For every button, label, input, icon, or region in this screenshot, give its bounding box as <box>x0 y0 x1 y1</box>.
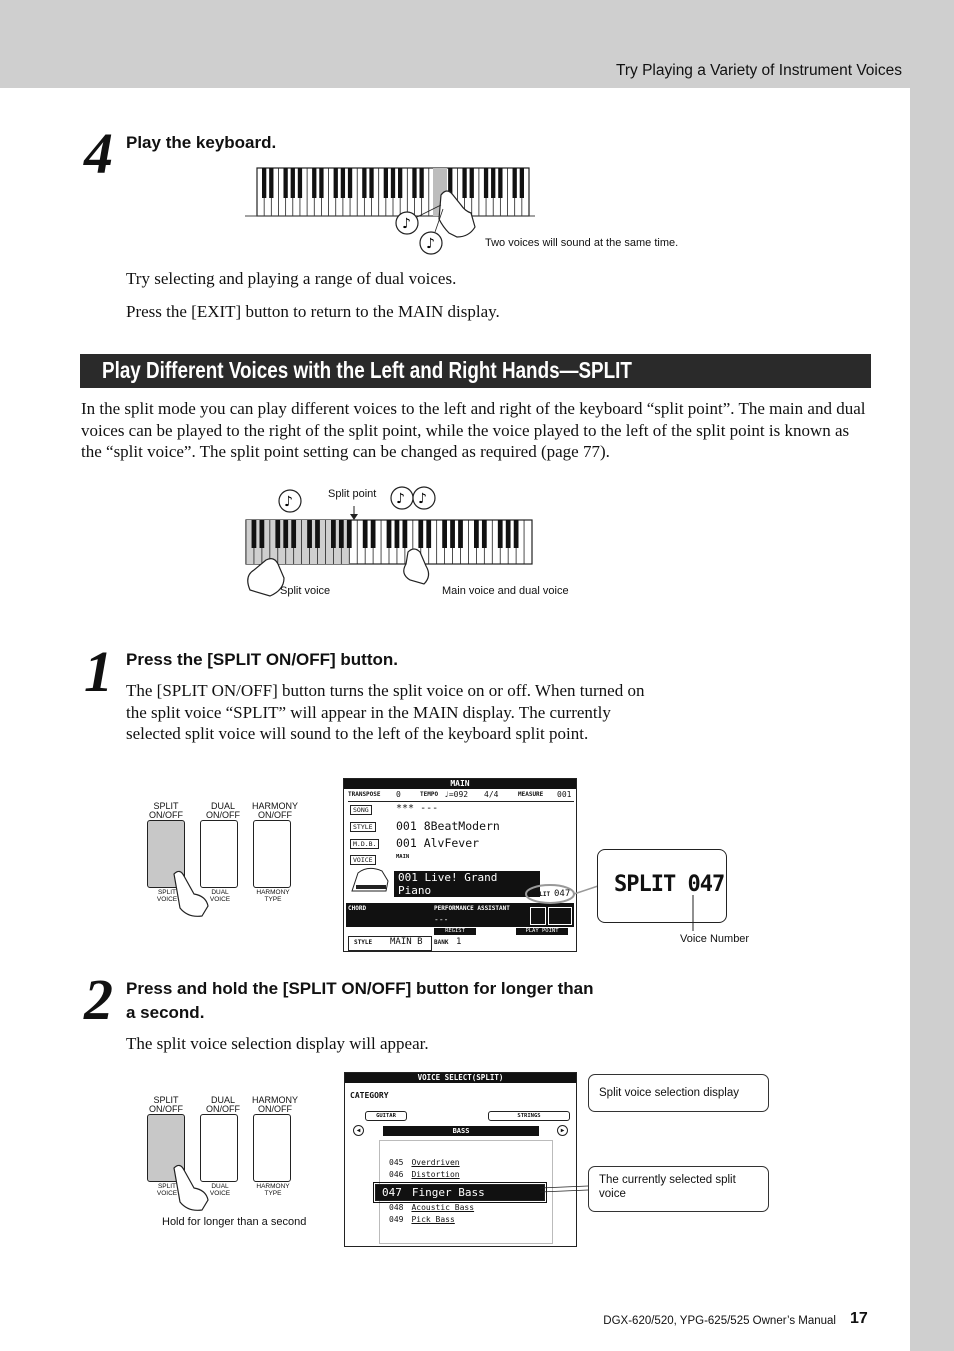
black-key <box>395 520 400 548</box>
svg-text:♪: ♪ <box>418 491 427 507</box>
black-key <box>307 520 312 548</box>
black-key <box>371 520 376 548</box>
harmony-type-sublabel: HARMONY TYPE <box>256 889 290 903</box>
black-key <box>262 168 266 198</box>
section-banner <box>80 354 871 388</box>
voice-name: Pick Bass <box>411 1215 455 1224</box>
category-label: CATEGORY <box>350 1091 389 1100</box>
voice-item[interactable] <box>389 1170 460 1179</box>
split-button-label: SPLIT ON/OFF <box>149 801 183 820</box>
button-panel <box>140 800 310 910</box>
black-key <box>462 168 466 198</box>
black-key <box>384 168 388 198</box>
button-panel <box>140 1094 310 1204</box>
black-key <box>513 168 517 198</box>
black-key <box>498 520 503 548</box>
black-key <box>283 520 288 548</box>
black-key <box>419 168 423 198</box>
black-key <box>514 520 519 548</box>
split-voice-sublabel: SPLIT VOICE <box>156 889 178 903</box>
black-key <box>498 168 502 198</box>
main-dual-label: Main voice and dual voice <box>442 585 569 597</box>
grand-piano-icon <box>350 865 390 895</box>
leader-line <box>540 1180 590 1200</box>
next-category-icon[interactable]: ▶ <box>557 1125 568 1136</box>
split-zoom-callout <box>597 849 727 923</box>
paragraph: The split voice selection display will appear. <box>126 1034 429 1053</box>
note-icon: ♪ <box>402 216 411 232</box>
black-key <box>298 168 302 198</box>
voice-name: Acoustic Bass <box>411 1203 475 1212</box>
finger-icon <box>170 1162 220 1212</box>
black-key <box>291 168 295 198</box>
main-display: MAIN TRANSPOSE 0 TEMPO ♩=092 4/4 MEASURE 001 SONG *** --- STYLE 001 8BeatModern M.D.B. 001 AlvFever VOICE MAIN 001 Live! Grand Piano SPLIT 047 CHORD PERFORMANCE ASSISTANT --- REGIST PLAY POINT STYLE MAIN B BANK 1 <box>343 778 577 952</box>
black-key <box>474 520 479 548</box>
voice-number: 048 <box>389 1203 404 1212</box>
svg-text:♪: ♪ <box>284 494 293 510</box>
black-key <box>450 520 455 548</box>
harmony-on-off-button[interactable] <box>253 820 291 888</box>
note-icon: ♪ <box>426 236 435 252</box>
display-title: MAIN <box>344 779 576 789</box>
dual-voice-sublabel: DUAL VOICE <box>209 889 231 903</box>
black-key <box>418 520 423 548</box>
voice-name: Distortion <box>411 1170 460 1179</box>
dual-button-label: DUAL ON/OFF <box>206 801 240 820</box>
black-key <box>369 168 373 198</box>
side-band <box>910 0 954 1351</box>
split-zoom-text: SPLIT 047 <box>614 872 725 897</box>
voice-item-selected[interactable] <box>375 1184 545 1201</box>
black-key <box>269 168 273 198</box>
voice-select-display <box>344 1072 577 1247</box>
split-button-label: SPLIT ON/OFF <box>149 1095 183 1114</box>
black-key <box>291 520 296 548</box>
voice-name: Finger Bass <box>411 1186 485 1199</box>
section-title: Play Different Voices with the Left and Right Hands—SPLIT <box>102 357 632 383</box>
running-title: Try Playing a Variety of Instrument Voices <box>615 62 902 79</box>
dual-button-label: DUAL ON/OFF <box>206 1095 240 1114</box>
voice-number: 046 <box>389 1170 404 1179</box>
black-key <box>391 168 395 198</box>
black-key <box>315 520 320 548</box>
black-key <box>275 520 280 548</box>
finger-icon <box>170 868 220 918</box>
dual-caption: Two voices will sound at the same time. <box>485 237 679 249</box>
black-key <box>470 168 474 198</box>
harmony-button-label: HARMONY ON/OFF <box>251 801 298 820</box>
paragraph: Press the [EXIT] button to return to the MAIN display. <box>126 302 500 321</box>
black-key <box>312 168 316 198</box>
black-key <box>319 168 323 198</box>
black-key <box>387 520 392 548</box>
step-heading: Press the [SPLIT ON/OFF] button. <box>126 650 398 669</box>
paragraph: The [SPLIT ON/OFF] button turns the split voice on or off. When turned on the split voice “SPLIT” will appear in the MAIN display. The currently selected split voice will sound to the left of the keyboard split point. <box>126 681 645 743</box>
split-point-label: Split point <box>328 488 377 500</box>
step-number: 1 <box>84 639 113 704</box>
black-key <box>442 520 447 548</box>
black-key <box>484 168 488 198</box>
harmony-type-sublabel: HARMONY TYPE <box>256 1183 290 1197</box>
svg-text:♪: ♪ <box>396 491 405 507</box>
black-key <box>283 168 287 198</box>
harmony-on-off-button[interactable] <box>253 1114 291 1182</box>
section-intro: In the split mode you can play different voices to the left and right of the keyboard “split point”. The main and dual voices can be played to the right of the split point, while the voice played to the left of the split point is known as the “split voice”. The split point setting can be changed as required (page 77). <box>81 399 866 461</box>
main-voice-name: 001 Live! Grand Piano <box>394 871 540 897</box>
voice-item[interactable] <box>389 1203 474 1212</box>
step-number: 4 <box>84 121 113 186</box>
category-next[interactable]: STRINGS <box>488 1111 570 1121</box>
harmony-button-label: HARMONY ON/OFF <box>251 1095 298 1114</box>
split-highlight-ring <box>524 880 604 910</box>
black-key <box>363 520 368 548</box>
footer-manual: DGX-620/520, YPG-625/525 Owner’s Manual <box>603 1315 836 1327</box>
voice-number: 047 <box>382 1186 402 1199</box>
callout-selected-voice: The currently selected split voice <box>588 1166 769 1212</box>
callout-split-display: Split voice selection display <box>588 1074 769 1112</box>
voice-item[interactable] <box>389 1158 460 1167</box>
black-key <box>334 168 338 198</box>
split-voice-label: Split voice <box>280 585 331 597</box>
black-key <box>398 168 402 198</box>
dual-voice-sublabel: DUAL VOICE <box>209 1183 231 1197</box>
leader-line <box>692 895 696 935</box>
black-key <box>341 168 345 198</box>
step-heading: Press and hold the [SPLIT ON/OFF] button for longer than a second. <box>126 979 594 1022</box>
black-key <box>491 168 495 198</box>
voice-number-label: Voice Number <box>680 933 750 945</box>
black-key <box>252 520 257 548</box>
black-key <box>348 168 352 198</box>
black-key <box>412 168 416 198</box>
black-key <box>331 520 336 548</box>
category-prev[interactable]: GUITAR <box>365 1111 407 1121</box>
voice-number: 045 <box>389 1158 404 1167</box>
current-category: BASS <box>383 1126 539 1136</box>
voice-item[interactable] <box>389 1215 455 1224</box>
page-number: 17 <box>850 1310 868 1327</box>
step-number: 2 <box>84 967 113 1032</box>
black-key <box>506 520 511 548</box>
black-key <box>347 520 352 548</box>
black-key <box>520 168 524 198</box>
black-key <box>458 520 463 548</box>
black-key <box>339 520 344 548</box>
display-title: VOICE SELECT(SPLIT) <box>345 1073 576 1083</box>
black-key <box>362 168 366 198</box>
black-key <box>426 520 431 548</box>
paragraph: Try selecting and playing a range of dual voices. <box>126 269 457 288</box>
step-heading: Play the keyboard. <box>126 133 277 152</box>
black-key <box>260 520 265 548</box>
hold-caption: Hold for longer than a second <box>162 1216 307 1228</box>
voice-number: 049 <box>389 1215 404 1224</box>
prev-category-icon[interactable]: ◀ <box>353 1125 364 1136</box>
black-key <box>482 520 487 548</box>
black-key <box>403 520 408 548</box>
split-voice-sublabel: SPLIT VOICE <box>156 1183 178 1197</box>
voice-name: Overdriven <box>411 1158 460 1167</box>
